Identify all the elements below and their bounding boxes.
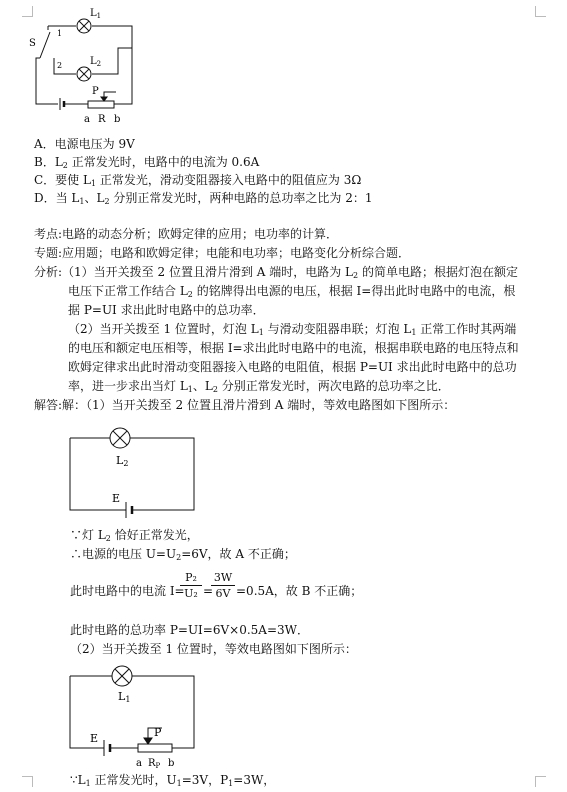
corner-mark-bottom-right [535, 776, 546, 787]
d3-label-b: b [168, 758, 175, 769]
fenxi-line-3: 据 P=UI 求出此时电路中的总功率． [68, 303, 265, 317]
d3-label-a: a [136, 758, 142, 769]
circuit-diagram-2 [62, 420, 202, 520]
kaodian: 考点:电路的动态分析；欧姆定律的应用；电功率的计算． [34, 227, 339, 241]
option-a: A．电源电压为 9V [34, 137, 135, 151]
d3-label-e: E [90, 732, 99, 745]
d1-label-l1: $L_1$ [90, 8, 102, 20]
step-4: 此时电路的总功率 P=UI=6V×0.5A=3W． [70, 623, 309, 637]
d1-label-l2: $L_2$ [90, 56, 102, 68]
jieda: 解答:解：（1）当开关拨至 2 位置且滑片滑到 A 端时，等效电路图如下图所示： [34, 398, 456, 412]
step-2: ∴电源的电压 $U=U_2=6V$，故 A 不正确； [70, 547, 296, 562]
d3-label-p: P [154, 726, 162, 739]
step-3-prefix: 此时电路中的电流 I= [70, 584, 185, 598]
fenxi-line-1: 分析:（1）当开关拨至 2 位置且滑片滑到 A 端时，电路为 $L_2$ 的简单电路；根据灯泡在额定 [34, 265, 518, 280]
d1-label-b: b [114, 114, 121, 125]
fenxi-line-2: 电压下正常工作结合 $L_2$ 的铭牌得出电源的电压，根据 I=得出此时电路中的电流，根 [68, 284, 516, 299]
step-3-suffix: =0.5A，故 B 不正确； [236, 584, 363, 598]
d1-label-r: R [98, 114, 106, 125]
corner-mark-bottom-left [22, 776, 33, 787]
d1-label-pos1: 1 [57, 29, 63, 38]
fenxi-line-6: 欧姆定律求出此时滑动变阻器接入电路的电阻值，根据 P=UI 求出此时电路中的总功 [68, 360, 517, 374]
d3-label-l1: L1 [118, 690, 131, 704]
fenxi-line-5: 的电压和额定电压相等，根据 I=求出此时电路中的电流，根据串联电路的电压特点和 [68, 341, 519, 355]
step-5: （2）当开关拨至 1 位置时，等效电路图如下图所示： [70, 642, 357, 656]
circuit-diagram-3 [62, 660, 202, 770]
option-d: D．当 $L_1$、$L_2$ 分别正常发光时，两种电路的总功率之比为 2：1 [34, 191, 373, 206]
zhuanti: 专题:应用题；电路和欧姆定律；电能和电功率；电路变化分析综合题． [34, 246, 411, 260]
fraction-eq: = [203, 584, 214, 598]
d2-label-l2: L2 [116, 454, 129, 468]
option-c: C．要使 $L_1$ 正常发光，滑动变阻器接入电路中的阻值应为 3Ω [34, 173, 362, 188]
last-line: $\because L_1$ 正常发光时，$U_1=3V$，$P_1=3W$， [70, 773, 276, 788]
circuit-diagram-1 [28, 4, 148, 134]
corner-mark-top-right [535, 6, 546, 17]
d1-label-pos2: 2 [57, 61, 63, 70]
fraction-3w-6v: 3W 6V [211, 571, 235, 600]
fenxi-line-7: 率，进一步求出当灯 $L_1$、$L_2$ 分别正常发光时，两次电路的总功率之比． [68, 379, 450, 394]
d2-label-e: E [112, 492, 121, 505]
option-b: B．$L_2$ 正常发光时，电路中的电流为 0.6A [34, 155, 260, 170]
step-1: ∵灯 $L_2$ 恰好正常发光， [70, 528, 199, 543]
d1-label-p: P [92, 86, 99, 97]
d1-label-s: S [29, 38, 36, 49]
fraction-p2-u2: P₂ U₂ [180, 571, 202, 600]
d3-label-rp: $R_P$ [148, 758, 161, 770]
d1-label-a: a [84, 114, 90, 125]
fenxi-line-4: （2）当开关拨至 1 位置时，灯泡 $L_1$ 与滑动变阻器串联；灯泡 $L_1$ 正常工作时其两端 [68, 322, 517, 337]
